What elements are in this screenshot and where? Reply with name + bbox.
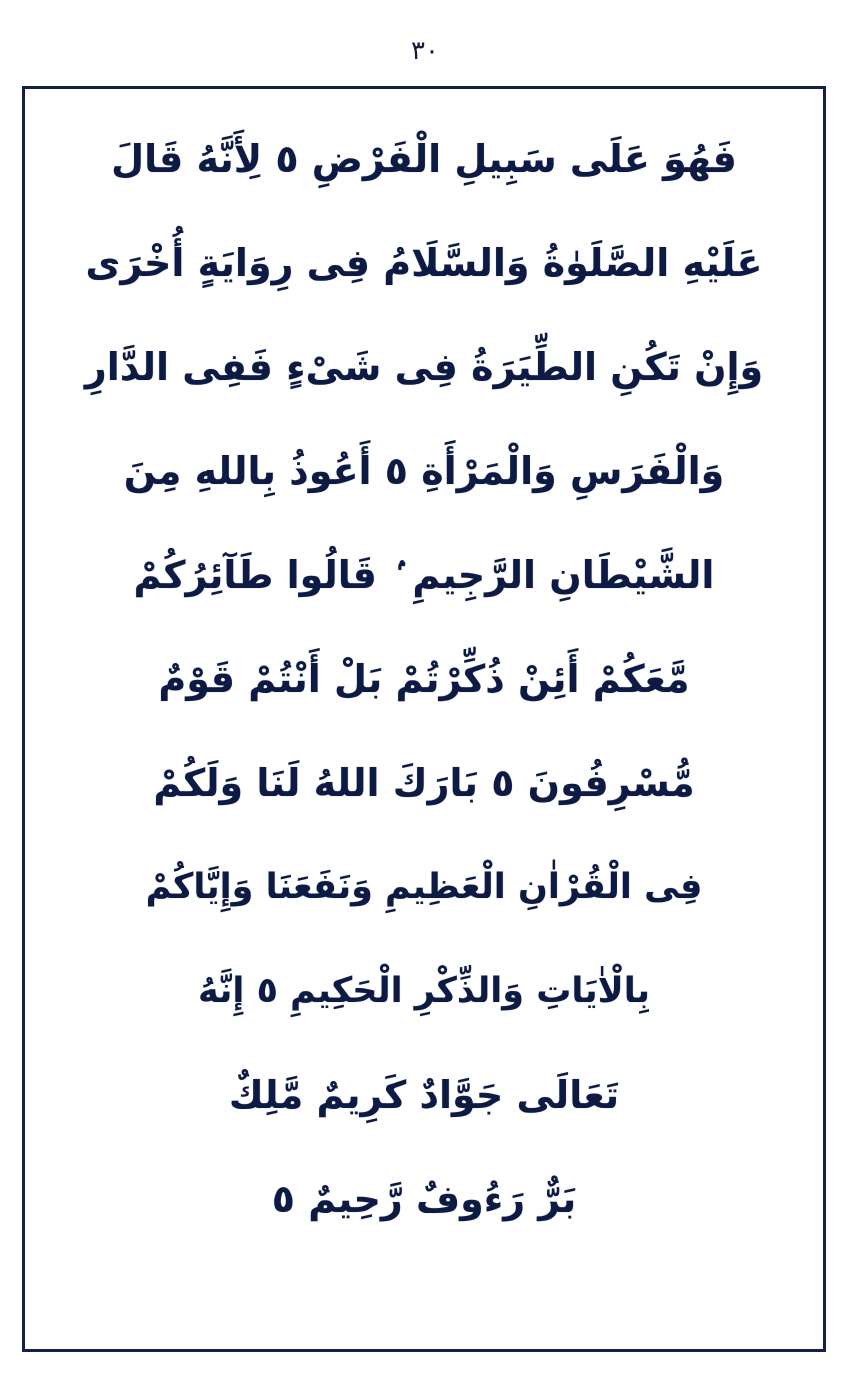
page-number: ٣٠ [411,36,439,66]
text-line: عَلَيْهِ الصَّلَوٰةُ وَالسَّلَامُ فِى رِوَايَةٍ أُخْرَى [85,241,763,285]
text-line: وَالْفَرَسِ وَالْمَرْأَةِ ٥ أَعُوذُ بِاللهِ مِنَ [123,449,725,493]
text-line: بِالْاٰيَاتِ وَالذِّكْرِ الْحَكِيمِ ٥ إِنَّهُ [198,970,650,1011]
text-line: بَرٌّ رَءُوفٌ رَّحِيمٌ ٥ [271,1177,577,1221]
text-frame-border [22,86,826,1352]
text-line: وَإِنْ تَكُنِ الطِّيَرَةُ فِى شَىْءٍ فَفِى الدَّارِ [84,345,764,389]
arabic-text-block [25,89,823,1349]
text-line: مَّعَكُمْ أَئِنْ ذُكِّرْتُمْ بَلْ أَنْتُمْ قَوْمٌ [158,657,690,701]
text-line: الشَّيْطَانِ الرَّجِيمِ ۢ قَالُوا طَآئِرُكُمْ [133,553,715,597]
text-line: تَعَالَى جَوَّادٌ كَرِيمٌ مَّلِكٌ [228,1073,620,1117]
text-line: فَهُوَ عَلَى سَبِيلِ الْفَرْضِ ٥ لِأَنَّهُ قَالَ [111,137,737,181]
text-line: فِى الْقُرْاٰنِ الْعَظِيمِ وَنَفَعَنَا وَإِيَّاكُمْ [145,866,703,907]
text-line: مُّسْرِفُونَ ٥ بَارَكَ اللهُ لَنَا وَلَكُمْ [153,761,695,805]
